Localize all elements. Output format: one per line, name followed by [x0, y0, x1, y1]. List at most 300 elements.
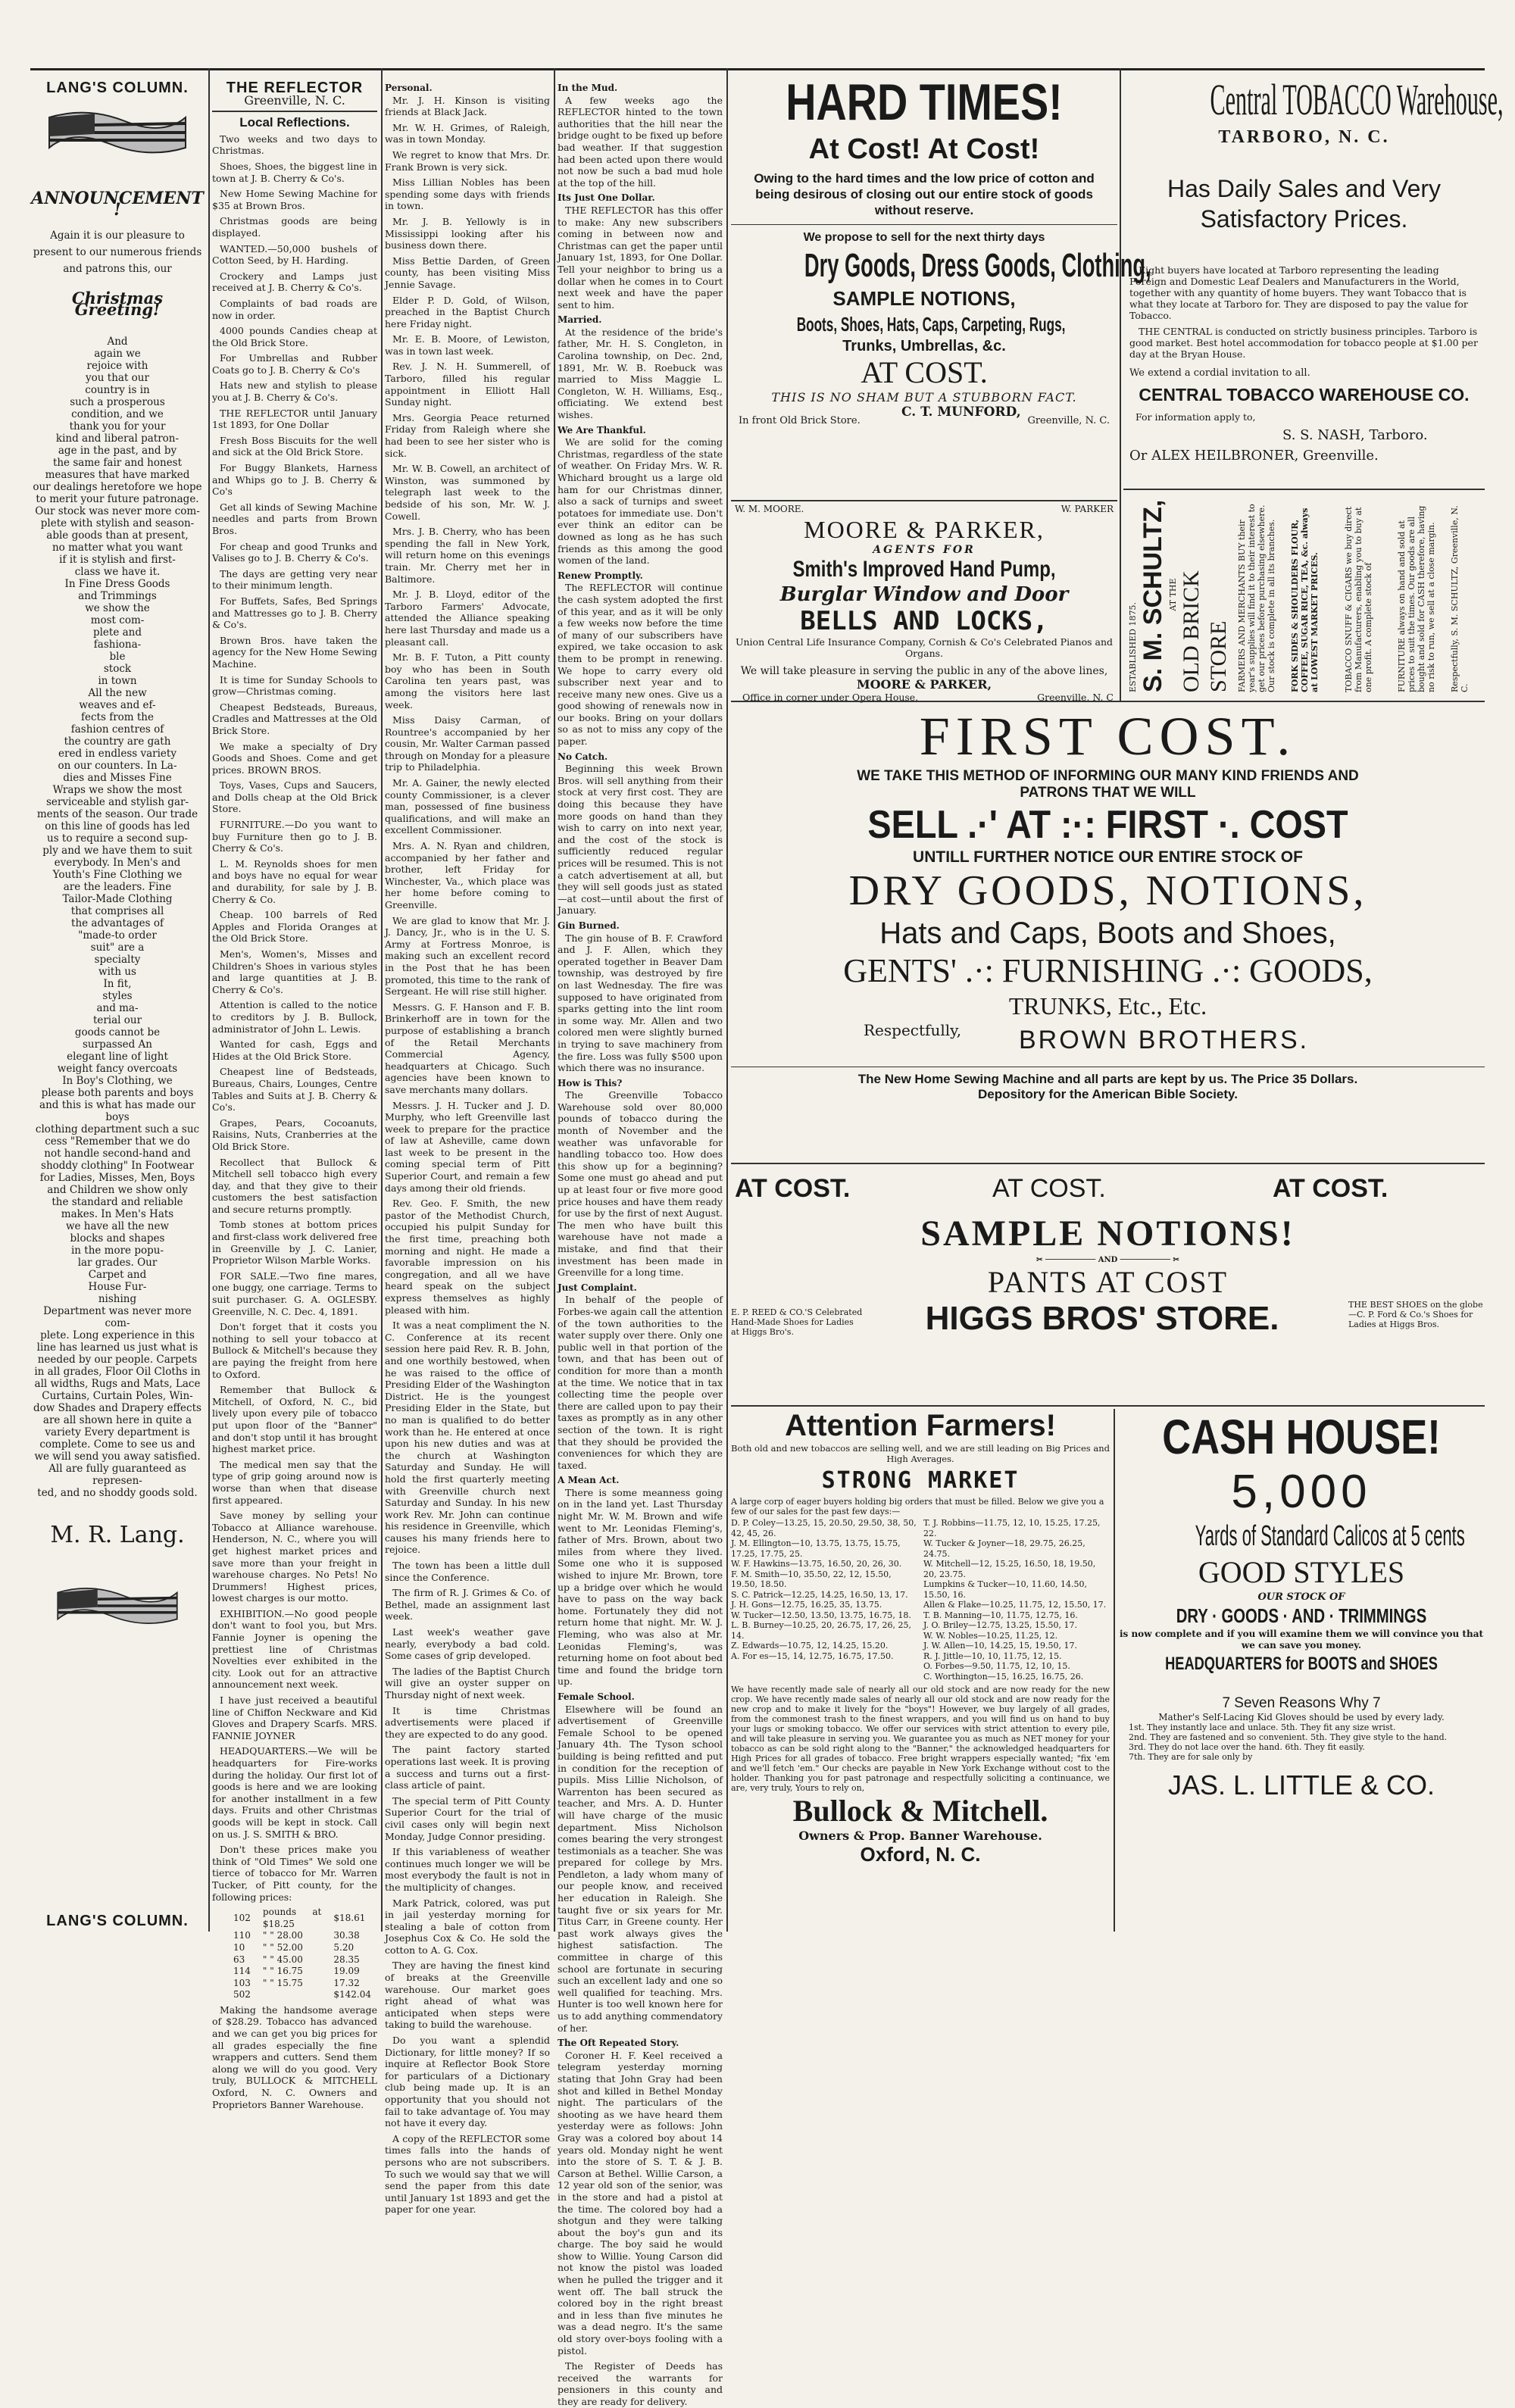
munford-city: Greenville, N. C. [1027, 415, 1110, 426]
personal-item: Mark Patrick, colored, was put in jail yesterday morning for stealing a bale of cotton from Josephus Cox & Co. He sold the cotton to A. G. Cox. [385, 1897, 550, 1956]
poem-line: Department was never more com- [43, 1304, 192, 1329]
poem-line: thank you for your [69, 420, 166, 433]
local-item: We make a specialty of Dry Goods and Shoes. Come and get prices. BROWN BROS. [212, 740, 377, 776]
newspaper-page [30, 64, 1504, 2407]
personal-item: Rev. J. N. H. Summerell, of Tarboro, filled his regular appointment in Elliott Hall Sunday night. [385, 361, 550, 408]
price-row [227, 1978, 377, 1990]
serve-line: We will take pleasure in serving the public in any of the above lines, [740, 665, 1108, 677]
headquarters-boots: HEADQUARTERS for BOOTS and SHOES [1165, 1654, 1438, 1674]
sale-line: C. Worthington—15, 16.25, 16.75, 26. [923, 1671, 1084, 1682]
poem-line: rejoice with [86, 359, 148, 372]
local-item: Hats new and stylish to please you at J. B. Cherry & Co's. [212, 379, 377, 404]
local-item: Grapes, Pears, Cocoanuts, Raisins, Nuts, Cranberries at the Old Brick Store. [212, 1117, 377, 1152]
news-heading: Just Complaint. [558, 1282, 637, 1293]
agents-for: AGENTS FOR [873, 544, 976, 556]
bells-locks-line: BELLS AND LOCKS, [800, 606, 1048, 636]
personal-item: The special term of Pitt County Superior Court for the trial of civil cases only will begin next Monday, Judge Connor presiding. [385, 1794, 550, 1842]
personal-item: We are glad to know that Mr. J. J. Dancy, Jr., who is in the U. S. Army at Fortress Monroe, is making such an excellent record in the Post that he has been promoted, this time to the rank of Sergeant. He will rise still higher. [385, 914, 550, 998]
personal-item: Mr. A. Gainer, the newly elected county Commissioner, is a clever man, possessed of fine business qualifications, and will make an excellent Commissioner. [385, 777, 550, 836]
poem-line: elegant line of light [67, 1050, 168, 1063]
local-item: FURNITURE.—Do you want to buy Furniture then go to J. B. Cherry & Co's. [212, 819, 377, 854]
personal-items [385, 95, 550, 2216]
local-item: Don't these prices make you think of "Old Times" We sold one tierce of tobacco for Mr. Warren Tucker, of Pitt county, for the following prices: [212, 1844, 377, 1903]
personal-heading: Personal. [385, 83, 433, 93]
schultz-col1: FARMERS AND MERCHANTS BUY their year's supplies will find it to their interest to get our prices before purchasing elsewhere. Our stock is complete in all its branches. [1237, 504, 1276, 692]
news-heading: Female School. [558, 1691, 635, 1702]
poem-line: ted, and no shoddy goods sold. [37, 1486, 198, 1499]
announcement-heading: ANNOUNCEMENT ! [31, 188, 204, 220]
schultz-established: ESTABLISHED 1875. [1128, 602, 1138, 692]
poem-line: fashion centres of [70, 723, 164, 736]
local-item: Crockery and Lamps just received at J. B. Cherry & Co's. [212, 270, 377, 294]
price-cell: " " 45.00 [262, 1954, 303, 1965]
farmers-intro: Both old and new tobaccos are selling well, and we are still leading on Big Prices and High Averages. [731, 1443, 1110, 1464]
reason-line: 7th. They are for sale only by [1129, 1752, 1253, 1762]
personal-item: Mrs. Georgia Peace returned Friday from Raleigh where she had been to see her sister who is sick. [385, 411, 550, 459]
price-row [227, 1966, 377, 1978]
sale-line: J. O. Briley—12.75, 13.25, 15.50, 17. [923, 1620, 1077, 1630]
poem-line: suit" are a [90, 941, 145, 954]
poem-line: and ma- [96, 1001, 139, 1014]
munford-location: In front Old Brick Store. [739, 415, 861, 426]
reflector-column [212, 80, 377, 2110]
news-body: The gin house of B. F. Crawford and J. F. Allen, which they operated together in Beaver Dam township, was destroyed by fire on last Wednesday. The fire was supposed to have originated from sparks getting into the lint room in some way. Mr. Allen and two colored men were slightly burned in trying to save machinery from the fire. Loss was fully $500 upon which there was no insurance. [558, 932, 723, 1074]
poem-line: plete and [92, 626, 142, 639]
local-item: For cheap and good Trunks and Valises go to J. B. Cherry & Co's. [212, 540, 377, 564]
sale-line: T. J. Robbins—11.75, 12, 10, 15.25, 17.25, 22. [923, 1518, 1101, 1538]
and-divider: ✂ ─────────── AND ─────────── ✂ [1036, 1256, 1179, 1264]
local-item: Save money by selling your Tobacco at Alliance warehouse. Henderson, N. C., where you will get highest market prices and save more than your freight in warehouse charges. No Pets! No Drummers! Highest prices, lowest charges is our motto. [212, 1510, 377, 1604]
local-item: Fresh Boss Biscuits for the well and sick at the Old Brick Store. [212, 434, 377, 458]
sale-line: F. M. Smith—10, 35.50, 22, 12, 15.50, 19.50, 18.50. [731, 1569, 892, 1589]
poem-line: the standard and reliable [52, 1195, 183, 1208]
local-item: Don't forget that it costs you nothing to sell your tobacco at Bullock & Mitchell's because they are paying the freight from here to Oxford. [212, 1321, 377, 1380]
sale-line: W. Tucker & Joyner—18, 29.75, 26.25, 24.75. [923, 1538, 1085, 1559]
trunks-line: Trunks, Umbrellas, &c. [842, 338, 1006, 354]
column-rule [1120, 68, 1121, 701]
poem-line: our dealings heretofore we hope [33, 480, 202, 493]
poem-line: dies and Misses Fine [63, 771, 172, 784]
ad-rule [731, 1405, 1485, 1407]
personal-item: A copy of the REFLECTOR some times falls into the hands of persons who are not subscribers. To such we would say that we will send the paper from this date until January 1st 1893 and get the paper for one year. [385, 2132, 550, 2216]
hard-times-title: HARD TIMES! [786, 73, 1063, 131]
poem-line: surpassed An [83, 1038, 152, 1051]
price-cell: " " 28.00 [262, 1930, 303, 1941]
poem-line: makes. In Men's Hats [61, 1207, 174, 1220]
local-item: HEADQUARTERS.—We will be headquarters for Fire-works during the holiday. Our first lot of goods is here and we are looking for another installment in a few days. Fruits and other Christmas goods will be kept in stock. Call on us. J. S. SMITH & BRO. [212, 1745, 377, 1840]
news-heading: In the Mud. [558, 83, 618, 93]
local-item: WANTED.—50,000 bushels of Cotton Seed, by H. Harding. [212, 242, 377, 267]
poem-line: ered in endless variety [58, 747, 176, 760]
poem-line: plete. Long experience in this [40, 1329, 195, 1341]
poem-line: in all grades, Floor Oil Cloths in [34, 1365, 201, 1378]
poem-line: weight fancy overcoats [57, 1062, 178, 1075]
news-body: A few weeks ago the REFLECTOR hinted to the town authorities that the hill near the bridge ought to be fixed up before bad weather. If that suggestion had been acted upon there would not now be such a bad mud hole at the top of the hill. [558, 94, 723, 189]
price-cell: $18.61 [333, 1912, 366, 1923]
price-cell: $142.04 [333, 1989, 371, 2000]
personal-item: The paint factory started operations last week. It is proving a success and turns out a first-class article of paint. [385, 1744, 550, 1791]
schultz-col4: FURNITURE always on hand and sold at prices to suit the times. Our goods are all bought and sold for CASH therefore, having no risk to run, we sell at a close margin. [1397, 505, 1437, 692]
price-row [227, 1942, 377, 1954]
poem-line: most com- [90, 614, 145, 626]
local-item: Brown Bros. have taken the agency for the New Home Sewing Machine. [212, 634, 377, 670]
pants-at-cost: PANTS AT COST [987, 1265, 1229, 1299]
poem-line: cess "Remember that we do [45, 1135, 190, 1148]
local-item: Men's, Women's, Misses and Children's Shoes in various styles and large quantities at J. B. Cherry & Co's. [212, 948, 377, 995]
at-cost-2: AT COST. [992, 1174, 1106, 1203]
personal-item: Mr. E. B. Moore, of Lewiston, was in town last week. [385, 333, 550, 357]
sale-line: R. J. Jittle—10, 10, 11.75, 12, 15. [923, 1651, 1062, 1661]
first-cost-ad [731, 704, 1485, 1159]
news-items [558, 83, 723, 2408]
local-item: Complaints of bad roads are now in order. [212, 297, 377, 321]
ford-shoes-note: THE BEST SHOES on the globe—C. P. Ford & Co.'s Shoes for Ladies at Higgs Bros. [1348, 1300, 1483, 1329]
poem-line: complete. Come to see us and [39, 1438, 195, 1451]
personal-item: The town has been a little dull since the Conference. [385, 1560, 550, 1583]
poem-line: fects from the [81, 711, 154, 723]
news-heading: No Catch. [558, 751, 608, 762]
tarboro-place: TARBORO, N. C. [1218, 127, 1390, 147]
poem-line: the country are gath [64, 735, 171, 748]
good-styles: GOOD STYLES [1198, 1555, 1405, 1589]
poem-line: ply and we have them to suit [42, 844, 192, 857]
personal-item: Mrs. A. N. Ryan and children, accompanied by her father and brother, left Friday for Winchester, Va., which place was her home before coming to Greenville. [385, 840, 550, 910]
sale-line: Lumpkins & Tucker—10, 11.60, 14.50, 15.50, 16. [923, 1579, 1088, 1600]
sale-line: A. For es—15, 14, 12.75, 16.75, 17.50. [731, 1651, 894, 1661]
news-body: THE REFLECTOR has this offer to make: Any new subscribers coming in between now and Christmas can get the paper until January 1st, 1893, for One Dollar. Tell your neighbor to bring us a dollar when he comes in to Court next week and have the paper sent to him. [558, 204, 723, 311]
news-body: We are solid for the coming Christmas, regardless of the state of weather. On Friday Mrs. W. R. Whichard brought us a large old ham for our Christmas dinner, also a sack of turnips and sweet potatoes for immediate use. Don't ever think an editor can be downed as long as he has such friends as this among the good women of the land. [558, 436, 723, 567]
schultz-store: OLD BRICK STORE [1179, 570, 1231, 692]
respectfully: Respectfully, [864, 1021, 962, 1039]
hats-caps-line: Hats and Caps, Boots and Shoes, [879, 917, 1336, 950]
local-item: I have just received a beautiful line of Chiffon Neckware and Kid Gloves and Drapery Scarfs. MRS. FANNIE JOYNER [212, 1694, 377, 1741]
local-item: The days are getting very near to their minimum length. [212, 567, 377, 592]
lang-column-footer: LANG'S COLUMN. [46, 1913, 189, 1930]
parker-name: W. PARKER [1060, 504, 1114, 514]
sale-line: J. M. Ellington—10, 13.75, 13.75, 15.75, 17.25, 17.75, 25. [731, 1538, 901, 1559]
and-label: AND [1098, 1256, 1118, 1264]
poem-line: ments of the season. Our trade [36, 807, 198, 820]
reflector-closing: Making the handsome average of $28.29. Tobacco has advanced and we can get you big prices for all grades especially the fine wrappers and cutters. Send them along we will do you good. Very truly, BULLOCK & MITCHELL Oxford, N. C. Owners and Proprietors Banner Warehouse. [212, 2004, 377, 2110]
poem-line: please both parents and boys [41, 1086, 194, 1099]
at-cost-3: AT COST. [1273, 1174, 1388, 1203]
local-item: Remember that Bullock & Mitchell, of Oxford, N. C., bid lively upon every pile of tobacco put upon floor of the "Banner" and don't stop until it has brought highest market price. [212, 1384, 377, 1455]
sale-line: W. W. Nobles—10.25, 11.25, 12. [923, 1630, 1058, 1641]
burglar-line: Burglar Window and Door [779, 583, 1069, 606]
local-item: Cheapest Bedsteads, Bureaus, Cradles and Mattresses at the Old Brick Store. [212, 701, 377, 736]
personal-column [385, 80, 550, 2216]
reason-line: 3rd. They do not lace over the hand. 6th. They fit easily. [1129, 1742, 1365, 1752]
flag-icon [42, 102, 193, 163]
local-item: 4000 pounds Candies cheap at the Old Brick Store. [212, 325, 377, 348]
seven-reasons: 7 Seven Reasons Why 7 [1222, 1695, 1381, 1711]
local-item: It is time for Sunday Schools to grow—Christmas coming. [212, 673, 377, 698]
attention-farmers-ad [731, 1409, 1110, 1932]
ad-rule [731, 701, 1485, 702]
news-heading: Gin Burned. [558, 920, 620, 931]
news-heading: The Oft Repeated Story. [558, 2038, 679, 2049]
personal-item: Mr. W. H. Grimes, of Raleigh, was in town Monday. [385, 121, 550, 145]
price-cell: 114 [233, 1966, 251, 1977]
moore-parker-ad [731, 504, 1117, 703]
news-body: At the residence of the bride's father, Mr. H. S. Congleton, in Carolina township, on Dec. 2nd, 1891, Mr. W. B. Roebuck was married to Miss Maggie L. Congleton, W. H. Williams, Esq., officiating. We extend best wishes. [558, 326, 723, 421]
price-cell: 103 [233, 1977, 251, 1988]
price-cell: 110 [233, 1930, 251, 1941]
at-cost-subtitle: At Cost! At Cost! [808, 133, 1040, 165]
news-body: The REFLECTOR will continue the cash system adopted the first of this year, and as it will be only a few weeks now before the time of many of our subscribers have expired, we take occasion to ask them to be prompt in renewing. We hope to carry every old subscriber next year and to receive many new ones. Give us a good showing of renewals now in our books. Bring on your dollars so as not to miss any copy of the paper. [558, 582, 723, 748]
poem-line: are all shown here in quite a [42, 1413, 192, 1426]
moore-name: W. M. MOORE. [735, 504, 804, 514]
first-cost-sub1: WE TAKE THIS METHOD OF INFORMING OUR MANY KIND FRIENDS AND [857, 768, 1359, 784]
tobacco-body: Eight buyers have located at Tarboro representing the leading Foreign and Domestic Leaf Dealers and Manufacturers in the World, together with any quantity of home buyers. They want Tobacco that is what they locate at Tarboro for. They are disposed to pay the value for Tobacco. [1129, 264, 1468, 321]
poem-line: in the more popu- [70, 1244, 164, 1257]
moore-office: Office in corner under Opera House. [742, 692, 919, 703]
poem-line: to merit your future patronage. [36, 492, 199, 505]
poem-line: everybody. In Men's and [54, 856, 181, 869]
local-item: Christmas goods are being displayed. [212, 215, 377, 239]
news-body: In behalf of the people of Forbes-we again call the attention of the town authorities to the water supply over there. Only one public well in that portion of the town, and that has been out of condition for more than a month at the time. We notice that in tax collecting time the people over there are called upon to pay their taxes as promptly as in any other section of the town. It is right that they should be provided the conveniences for which they are taxed. [558, 1294, 723, 1471]
price-cell: 17.32 [333, 1977, 360, 1988]
schultz-col2: FORK SIDES & SHOULDERS FLOUR, COFFEE, SUGAR RICE, TEA, &c. always at LOWEST MARKET PRICES. [1290, 508, 1320, 692]
personal-item: Mr. J. H. Kinson is visiting friends at Black Jack. [385, 94, 550, 118]
sale-line: W. F. Hawkins—13.75, 16.50, 20, 26, 30. [731, 1559, 902, 1569]
local-item: For Buffets, Safes, Bed Springs and Mattresses go to J. B. Cherry & Co's. [212, 595, 377, 631]
lang-column-header: LANG'S COLUMN. [46, 80, 189, 96]
tobacco-company: CENTRAL TOBACCO WAREHOUSE CO. [1139, 385, 1470, 404]
personal-item: Miss Daisy Carman, of Rountree's accompanied by her cousin, Mr. Walter Carman passed through on Monday for a pleasure trip to Philadelphia. [385, 714, 550, 773]
price-cell: 502 [233, 1989, 251, 2000]
price-cell: 28.35 [333, 1954, 360, 1965]
poem-line: nishing [98, 1292, 137, 1305]
trunks-etc-line: TRUNKS, Etc., Etc. [1008, 992, 1207, 1020]
price-cell: 5.20 [333, 1941, 355, 1953]
reflector-dateline: Greenville, N. C. [244, 92, 345, 108]
local-item: FOR SALE.—Two fine mares, one buggy, one carriage. Terms to suit purchaser. G. A. OGLESBY. Greenville, N. C. Dec. 4, 1891. [212, 1270, 377, 1317]
poem-line: dow Shades and Drapery effects [33, 1401, 201, 1414]
poem-line: Wraps we show the most [52, 783, 183, 796]
sale-line: J. H. Gons—12.75, 16.25, 35, 13.75. [731, 1600, 882, 1610]
local-item: Cheap. 100 barrels of Red Apples and Florida Oranges at the Old Brick Store. [212, 909, 377, 945]
farmers-note: A large corp of eager buyers holding big orders that must be filled. Below we give you a few of our sales for the past few days:— [731, 1497, 1104, 1516]
poem-line: Curtains, Curtain Poles, Win- [42, 1389, 193, 1402]
local-item: L. M. Reynolds shoes for men and boys have no equal for wear and durability, for sale by J. B. Cherry & Co. [212, 857, 377, 905]
poem-line: serviceable and stylish gar- [45, 795, 189, 808]
poem-line: In Fine Dress Goods [64, 577, 170, 590]
sale-line: Z. Edwards—10.75, 12, 14.25, 15.20. [731, 1641, 889, 1651]
poem-line: country is in [85, 383, 150, 396]
tobacco-invite: We extend a cordial invitation to all. [1129, 367, 1310, 379]
local-item: New Home Sewing Machine for $35 at Brown Bros. [212, 188, 377, 211]
poem-line: not handle second-hand and [44, 1147, 191, 1160]
poem-line: that comprises all [70, 904, 164, 917]
personal-item: Messrs. G. F. Hanson and F. B. Brinkerhoff are in town for the purpose of establishing a branch of the Retail Merchants Commercial Agency, headquarters at Chicago. Such agencies have been known to save merchants many dollars. [385, 1001, 550, 1095]
news-heading: Renew Promptly. [558, 570, 643, 581]
christmas-greeting: Christmas Greeting! [71, 288, 164, 320]
personal-item: Mr. W. B. Cowell, an architect of Winston, was summoned by telegraph last week to the bedside of his son, Mr. W. J. Cowell. [385, 463, 550, 522]
cash-house-ad [1118, 1409, 1485, 1932]
poem-line: And [107, 335, 128, 348]
news-body: Coroner H. F. Keel received a telegram yesterday morning stating that John Gray had been shot and killed in Bethel Monday night. The particulars of the shooting as we have heard them yesterday were as follows: John Gray was a colored boy about 14 years old. Monday night he went into the store of S. T. & J. B. Carson at Bethel. Willie Carson, a 12 year old son of the senior, was in the store and had a pistol at the time. The colored boy had a shotgun and they were talking about the boy's gun and its charge. The boy said he would show to Willie. Young Carson did not know the pistol was loaded when he pulled the trigger and it went off. The ball struck the colored boy in the right breast and in less than five minutes he was a dead negro. It's the same old story over-boys fooling with a pistol. [558, 2049, 723, 2356]
poem-line: with us [98, 965, 136, 978]
local-item: Get all kinds of Sewing Machine needles and parts from Brown Bros. [212, 501, 377, 536]
column-rule [726, 68, 728, 1932]
personal-item: Miss Lillian Nobles has been spending some days with friends in town. [385, 176, 550, 212]
local-item: The medical men say that the type of grip going around now is worse than when that disease first appeared. [212, 1458, 377, 1506]
attention-farmers-title: Attention Farmers! [785, 1409, 1056, 1442]
personal-item: Mrs. J. B. Cherry, who has been spending the fall in New York, will return home on this evenings train. Mr. Cherry met her in Baltimore. [385, 526, 550, 585]
local-item: Toys, Vases, Cups and Saucers, and Dolls cheap at the Old Brick Store. [212, 779, 377, 815]
local-item: EXHIBITION.—No good people don't want to fool you, but Mrs. Fannie Joyner is opening the prettiest line of Christmas Novelties ever exhibited in the city. Look out for an attractive announcement next week. [212, 1607, 377, 1691]
reed-shoes-note: E. P. REED & CO.'S Celebrated Hand-Made Shoes for Ladies at Higgs Bro's. [731, 1307, 863, 1337]
poem-line: no matter what you want [52, 541, 183, 554]
sale-line: O. Forbes—9.50, 11.75, 12, 10, 15. [923, 1661, 1070, 1671]
poem-line: again we [94, 347, 141, 360]
local-item: Wanted for cash, Eggs and Hides at the Old Brick Store. [212, 1038, 377, 1062]
poem-line: us to require a second sup- [47, 832, 188, 845]
hand-pump-line: Smith's Improved Hand Pump, [792, 557, 1056, 582]
local-items [212, 133, 377, 1903]
price-cell: 10 [233, 1941, 245, 1953]
bible-society-note: Depository for the American Bible Society. [978, 1087, 1238, 1101]
poem-line: All are fully guaranteed as represen- [48, 1462, 186, 1487]
moore-parker-signature: MOORE & PARKER, [856, 677, 992, 692]
poem-line: we will send you away satisfied. [34, 1450, 201, 1463]
price-cell: 19.09 [333, 1966, 360, 1977]
personal-item: Messrs. J. H. Tucker and J. D. Murphy, who left Greenville last week to prepare for the practice of law at Asheville, came down last week to be present in the coming special term of Pitt Superior Court, and remain a few days among their old friends. [385, 1099, 550, 1194]
poem-line: Carpet and [88, 1268, 147, 1281]
local-item: Cheapest line of Bedsteads, Bureaus, Chairs, Lounges, Centre Tables and Suits at J. B. Cherry & Co's. [212, 1066, 377, 1113]
poem-line: condition, and we [71, 408, 164, 420]
announcement-intro: Again it is our pleasure to present to our numerous friends and patrons this, our [33, 229, 202, 275]
price-row [227, 1930, 377, 1942]
sewing-machine-note: The New Home Sewing Machine and all parts are kept by us. The Price 35 Dollars. [857, 1072, 1358, 1086]
poem-line: kind and liberal patron- [55, 432, 180, 445]
sales-right-list [923, 1518, 1110, 1682]
column-rule [381, 68, 383, 1932]
news-heading: Its Just One Dollar. [558, 192, 655, 204]
poem-line: fashiona- [93, 638, 142, 651]
poem-line: and this is what has made our boys [39, 1098, 195, 1123]
poem-line: measures that have marked [45, 468, 190, 481]
poem-line: in town [98, 674, 137, 687]
reason-line: 2nd. They are fastened and so convenient. 5th. They give style to the hand. [1129, 1732, 1448, 1742]
reason-line: 1st. They instantly lace and unlace. 5th. They fit any size wrist. [1129, 1722, 1396, 1732]
poem-line: and Trimmings [78, 589, 157, 602]
tobacco-info: For information apply to, [1135, 411, 1256, 423]
poem-line: specialty [94, 953, 141, 966]
personal-item: The ladies of the Baptist Church will give an oyster supper on Thursday night of next week. [385, 1665, 550, 1701]
personal-item: If this variableness of weather continues much longer we will be most everybody the fault is not in the multiplicity of changes. [385, 1846, 550, 1893]
local-item: THE REFLECTOR until January 1st 1893, for One Dollar [212, 407, 377, 431]
poem-line: lar grades. Our [77, 1256, 158, 1269]
local-item: For Buggy Blankets, Harness and Whips go to J. B. Cherry & Co's [212, 462, 377, 498]
poem-line: clothing department such a suc [35, 1123, 200, 1135]
local-reflections-heading: Local Reflections. [239, 115, 350, 130]
mud-column [558, 80, 723, 2407]
local-item: Attention is called to the notice to creditors by J. B. Bullock, administrator of John L. Lewis. [212, 999, 377, 1035]
price-row [227, 1907, 377, 1930]
price-cell [257, 1989, 327, 2001]
poem-line: ble [109, 650, 126, 663]
poem-line: All the new [88, 686, 147, 699]
poem-line: In fit, [103, 977, 132, 990]
first-cost-title: FIRST COST. [919, 706, 1297, 767]
price-cell: pounds at $18.25 [262, 1907, 322, 1929]
higgs-store-name: HIGGS BROS' STORE. [925, 1300, 1279, 1337]
poem-line: shoddy clothing" In Footwear [41, 1159, 194, 1172]
tobacco-price-table [227, 1907, 377, 2001]
news-body: There is some meanness going on in the land yet. Last Thursday night Mr. W. M. Brown and wife went to Mr. Leonidas Fleming's, father of Mrs. Brown, about two miles from where they lived. Some one who it is supposed wished to injure Mr. Brown, tore up a bridge over which he would have to pass on the way back home. Fortunately they did not return home that night. Mr. W. J. Fleming, who was also at Mr. Leonidas Fleming's, was returning home on foot about bed time and found the bridge torn up. [558, 1486, 723, 1688]
sale-line: J. W. Allen—10, 14.25, 15, 19.50, 17. [923, 1641, 1077, 1651]
schultz-name: S. M. SCHULTZ, [1139, 499, 1167, 692]
personal-item: It is time Christmas advertisements were placed if they are expected to do any good. [385, 1704, 550, 1740]
banner-owners: Owners & Prop. Banner Warehouse. [798, 1829, 1042, 1843]
personal-item: They are having the finest kind of breaks at the Greenville warehouse. Our market goes right ahead of what was anticipated when steps were taking to build the warehouse. [385, 1960, 550, 2031]
news-body: The Greenville Tobacco Warehouse sold over 80,000 pounds of tobacco during the month of November and the weather was unfavorable for handling tobacco too. How does this show up for a beginning? Some one must go ahead and put up at least four or five more good price houses and have them ready for use by the first of next August. The men who have built this warehouse have not made a mistake, and find that their investment has been made in Greenville for a long time. [558, 1089, 723, 1279]
local-item: Recollect that Bullock & Mitchell sell tobacco high every day, and that they give to their customers the best satisfaction and secure returns promptly. [212, 1156, 377, 1215]
reasons-list [1118, 1722, 1485, 1762]
boots-shoes-line: Boots, Shoes, Hats, Caps, Carpeting, Rugs, [796, 313, 1066, 336]
poem-line: such a prosperous [70, 395, 165, 408]
poem-line: the advantages of [71, 917, 164, 929]
higgs-bros-ad [731, 1167, 1485, 1401]
at-cost-line: AT COST. [861, 355, 988, 389]
personal-item: Miss Bettie Darden, of Green county, has been visiting Miss Jennie Savage. [385, 255, 550, 290]
personal-item: Mr. J. B. Lloyd, editor of the Tarboro Farmers' Advocate, attended the Alliance speaking here last Thursday and made us a pleasant call. [385, 589, 550, 648]
poem-line: Our stock was never more com- [35, 504, 200, 517]
oxford-city: Oxford, N. C. [860, 1843, 981, 1866]
five-thousand: 5,000 [1231, 1466, 1372, 1518]
until-notice: UNTILL FURTHER NOTICE OUR ENTIRE STOCK OF [913, 848, 1303, 866]
poem-line: variety Every department is [45, 1426, 190, 1438]
poem-line: able goods than at present, [46, 529, 189, 542]
poem-line: goods cannot be [74, 1026, 161, 1038]
dry-goods-line: Dry Goods, Dress Goods, Clothing, [804, 247, 1151, 284]
poem-line: on this line of goods has led [45, 820, 190, 832]
hard-times-ad [731, 73, 1151, 496]
sell-at-first-cost: SELL .·' AT :·: FIRST ·. COST [867, 803, 1348, 847]
dry-goods-notions: DRY GOODS, NOTIONS, [848, 867, 1367, 914]
dry-goods-trimmings: DRY · GOODS · AND · TRIMMINGS [1176, 1604, 1427, 1627]
news-body: The Register of Deeds has received the warrants for pensioners in this county and they are ready for delivery. [558, 2360, 723, 2407]
poem-line: terial our [92, 1013, 142, 1026]
propose-line: We propose to sell for the next thirty days [803, 231, 1045, 244]
first-cost-sub2: PATRONS THAT WE WILL [1020, 785, 1196, 801]
poem-line: on our counters. In La- [58, 759, 177, 772]
poem-line: needed by our people. Carpets [37, 1353, 198, 1366]
daily-sales: Has Daily Sales and Very Satisfactory Prices. [1167, 175, 1442, 233]
personal-item: Mr. J. B. Yellowly is in Mississippi looking after his business down there. [385, 215, 550, 251]
price-cell: 63 [233, 1954, 245, 1965]
poem-line: are the leaders. Fine [63, 880, 172, 893]
tobacco-nash: S. S. NASH, Tarboro. [1282, 427, 1428, 443]
schultz-at: AT THE [1168, 578, 1178, 611]
sale-line: W. Tucker—12.50, 13.50, 13.75, 16.75, 18. [731, 1610, 911, 1620]
column-rule [554, 68, 555, 1932]
price-cell: 102 [233, 1912, 251, 1923]
poem-line: Youth's Fine Clothing we [52, 868, 183, 881]
news-heading: How is This? [558, 1077, 623, 1088]
local-item: Tomb stones at bottom prices and first-class work delivered free in Greenville by J. C. Lanier, Proprietor Wilson Marble Works. [212, 1219, 377, 1266]
munford-signature: C. T. MUNFORD, [901, 404, 1021, 420]
poem-line: all widths, Rugs and Mats, Lace [34, 1377, 201, 1390]
news-body: Elsewhere will be found an advertisement of Greenville Female School to be opened January 4th. The Tyson school building is being refitted and put in condition for the reception of pupils. Miss Lillie Nicholson, of Warrenton has been secured as teacher, and Mrs. A. D. Hunter will have charge of the music department. Miss Nicholson comes bearing the very strongest testimonials as a teacher. She was prepared for college by Mrs. Pendleton, a lady whom many of our people know, and received her education in Raleigh. She taught five or six years for Mr. Titus Carr, in Greene county. Her past work always gives the highest satisfaction. The committee in charge of this school are fortunate in securing such an excellent lady and one so well qualified for teaching. Mrs. Hunter is too well known here for us to add anything commendatory of her. [558, 1703, 723, 2034]
column-rule [1114, 1409, 1115, 1932]
lang-poem [30, 336, 205, 1499]
mather-gloves: Mather's Self-Lacing Kid Gloves should be used by every lady. [1158, 1712, 1445, 1722]
poem-line: blocks and shapes [70, 1232, 165, 1245]
poem-line: In Boy's Clothing, we [62, 1074, 173, 1087]
